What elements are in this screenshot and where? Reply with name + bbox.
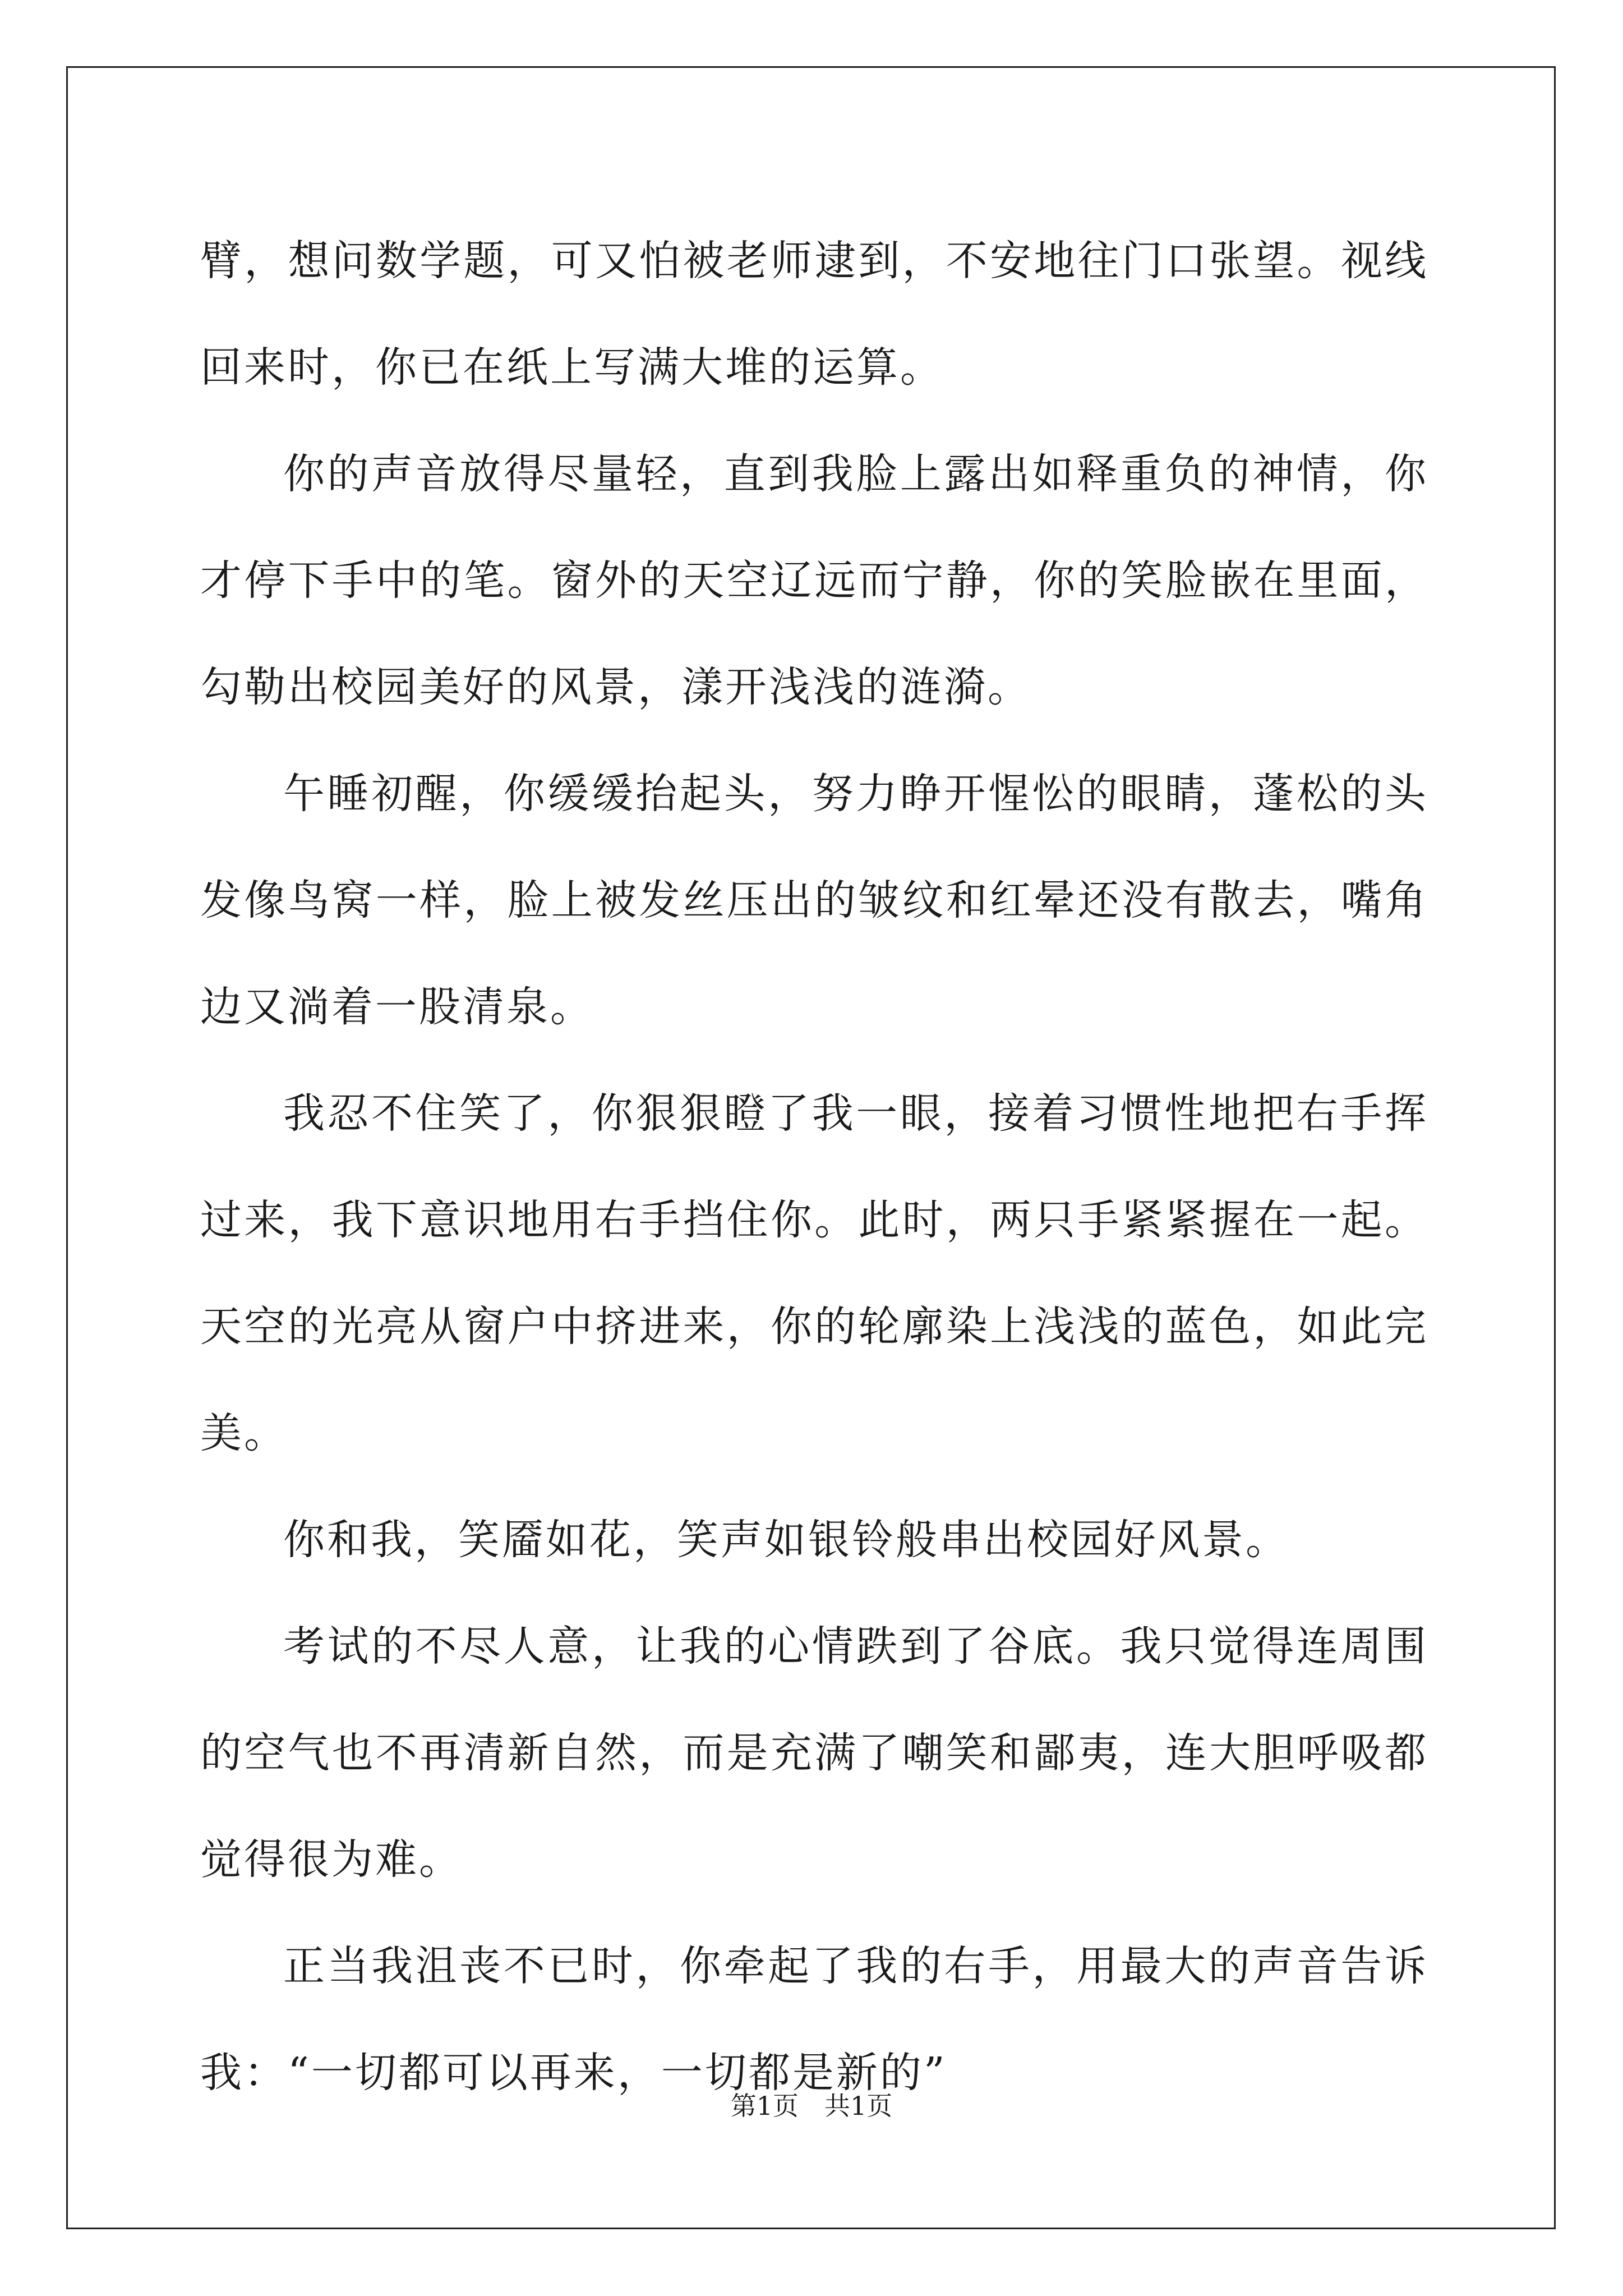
paragraph-3: 午睡初醒，你缓缓抬起头，努力睁开惺忪的眼睛，蓬松的头发像鸟窝一样，脸上被发丝压出的皱纹和红晕还没有散去，嘴角边又淌着一股清泉。 (200, 770, 1428, 1031)
paragraph-6: 考试的不尽人意，让我的心情跌到了谷底。我只觉得连周围的空气也不再清新自然，而是充满了嘲笑和鄙夷，连大胆呼吸都觉得很为难。 (200, 1622, 1428, 1884)
paragraph-1: 臂，想问数学题，可又怕被老师逮到，不安地往门口张望。视线回来时，你已在纸上写满大堆的运算。 (200, 237, 1428, 392)
paragraph-2: 你的声音放得尽量轻，直到我脸上露出如释重负的神情，你才停下手中的笔。窗外的天空辽远而宁静，你的笑脸嵌在里面，勾勒出校园美好的风景，漾开浅浅的涟漪。 (200, 450, 1428, 711)
paragraph-7: 正当我沮丧不已时，你牵起了我的右手，用最大的声音告诉我：“一切都可以再来，一切都是新的” (200, 1942, 1428, 2097)
document-body (200, 208, 1428, 2126)
page-number-footer: 第1页 共1页 (730, 2091, 893, 2121)
paragraph-4: 我忍不住笑了，你狠狠瞪了我一眼，接着习惯性地把右手挥过来，我下意识地用右手挡住你。此时，两只手紧紧握在一起。天空的光亮从窗户中挤进来，你的轮廓染上浅浅的蓝色，如此完美。 (200, 1089, 1428, 1457)
paragraph-5: 你和我，笑靥如花，笑声如银铃般串出校园好风景。 (283, 1516, 1289, 1564)
